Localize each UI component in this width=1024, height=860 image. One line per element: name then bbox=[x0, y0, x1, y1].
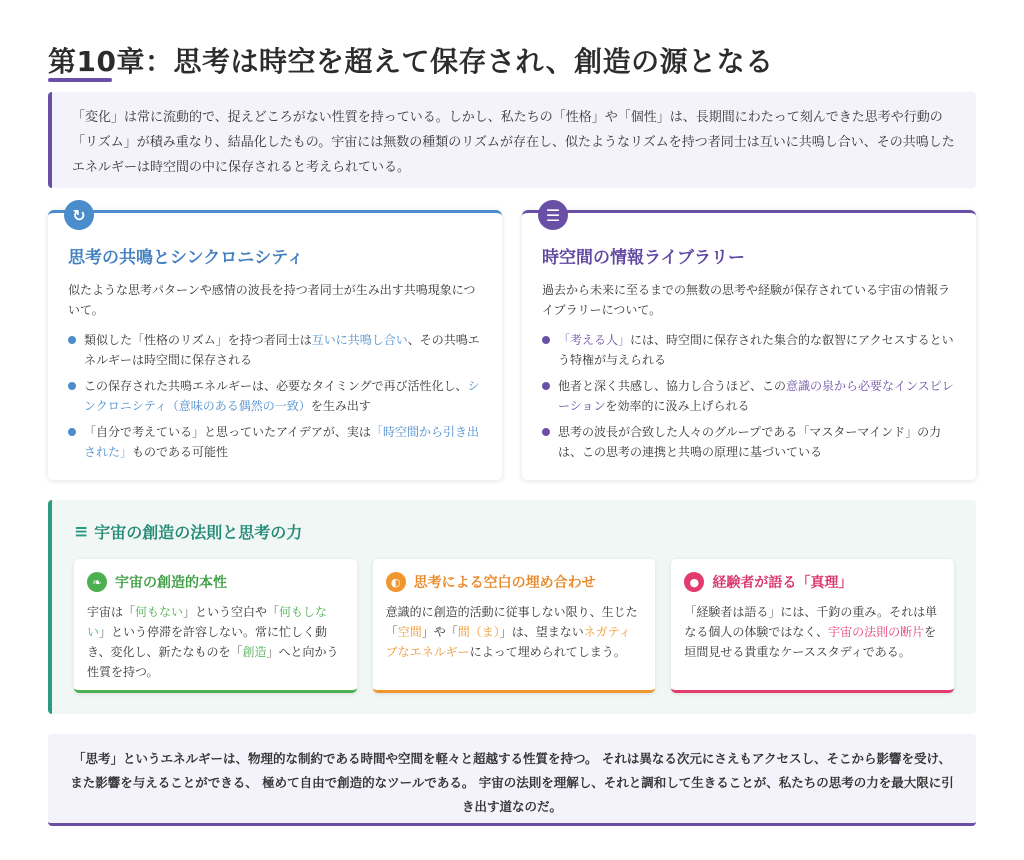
bullet-icon bbox=[542, 428, 550, 436]
bullet-icon bbox=[68, 428, 76, 436]
stream-icon: ≡ bbox=[74, 521, 89, 542]
list-item: 「自分で考えている」と思っていたアイデアが、実は「時空間から引き出された」ものである可能性 bbox=[68, 422, 482, 462]
card-description: 過去から未来に至るまでの無数の思考や経験が保存されている宇宙の情報ライブラリーについて。 bbox=[542, 283, 951, 317]
closing-box: 「思考」というエネルギーは、物理的な制約である時間や空間を軽々と超越する性質を持つ。 それは異なる次元にさえもアクセスし、そこから影響を受け、また影響を与えることができる、 極めて自由で創造的なツールである。 宇宙の法則を理解し、それと調和して生きることが、私たちの思考の力を最大限に引き出す道なのだ。 bbox=[48, 734, 976, 826]
list-item: 「考える人」には、時空間に保存された集合的な叡智にアクセスするという特権が与えられる bbox=[542, 330, 956, 370]
card-title: 時空間の情報ライブラリー bbox=[542, 248, 745, 268]
page-title: 第10章：思考は時空を超えて保存され、創造の源となる bbox=[48, 45, 774, 78]
seed-icon: ◐ bbox=[386, 572, 406, 592]
law-cards bbox=[74, 559, 954, 693]
bullet-icon bbox=[68, 336, 76, 344]
card-title: 思考の共鳴とシンクロニシティ bbox=[68, 248, 304, 268]
card-resonance bbox=[48, 205, 502, 480]
card-list bbox=[68, 330, 482, 462]
list-item: 他者と深く共感し、協力し合うほど、この意識の泉から必要なインスピレーションを効率的に汲み上げられる bbox=[542, 376, 956, 416]
sub-card-truth bbox=[671, 559, 954, 693]
card-library bbox=[522, 205, 976, 480]
law-header bbox=[74, 520, 954, 543]
bullet-icon bbox=[542, 382, 550, 390]
sub-card-creative-nature bbox=[74, 559, 357, 693]
list-item: 類似した「性格のリズム」を持つ者同士は互いに共鳴し合い、その共鳴エネルギーは時空間に保存される bbox=[68, 330, 482, 370]
leaf-icon: ❧ bbox=[87, 572, 107, 592]
card-list bbox=[542, 330, 956, 462]
list-item: 思考の波長が合致した人々のグループである「マスターマインド」の力は、この思考の連携と共鳴の原理に基づいている bbox=[542, 422, 956, 462]
sub-card-body: 宇宙は「何もない」という空白や「何もしない」という停滞を許容しない。常に忙しく動き、変化し、新たなものを「創造」へと向かう性質を持つ。 bbox=[87, 605, 339, 679]
title-underline bbox=[48, 78, 112, 82]
sub-card-void-filling bbox=[373, 559, 656, 693]
sub-card-title: 思考による空白の埋め合わせ bbox=[413, 575, 596, 591]
intro-box: 「変化」は常に流動的で、捉えどころがない性質を持っている。しかし、私たちの「性格」や「個性」は、長期間にわたって刻んできた思考や行動の「リズム」が積み重なり、結晶化したもの。宇宙には無数の種類のリズムが存在し、似たようなリズムを持つ者同士は互いに共鳴し合い、その共鳴したエネルギーは時空間の中に保存されると考えられている。 bbox=[48, 92, 976, 188]
sub-card-body: 意識的に創造的活動に従事しない限り、生じた「空間」や「間（ま）」は、望まないネガティブなエネルギーによって埋められてしまう。 bbox=[385, 605, 638, 659]
list-item: この保存された共鳴エネルギーは、必要なタイミングで再び活性化し、シンクロニシティ（意味のある偶然の一致）を生み出す bbox=[68, 376, 482, 416]
sync-icon: ↻ bbox=[64, 200, 94, 230]
card-description: 似たような思考パターンや感情の波長を持つ者同士が生み出す共鳴現象について。 bbox=[68, 283, 476, 317]
bullet-icon bbox=[68, 382, 76, 390]
law-section bbox=[48, 500, 976, 714]
sub-card-body: 「経験者は語る」には、千鈞の重み。それは単なる個人の体験ではなく、宇宙の法則の断片を垣間見せる貴重なケーススタディである。 bbox=[684, 605, 938, 659]
book-icon: ☰ bbox=[538, 200, 568, 230]
sub-card-title: 宇宙の創造的本性 bbox=[115, 575, 227, 591]
law-title: 宇宙の創造の法則と思考の力 bbox=[94, 523, 303, 542]
sub-card-title: 経験者が語る「真理」 bbox=[712, 575, 853, 591]
bullet-icon bbox=[542, 336, 550, 344]
lightbulb-icon: ● bbox=[684, 572, 704, 592]
